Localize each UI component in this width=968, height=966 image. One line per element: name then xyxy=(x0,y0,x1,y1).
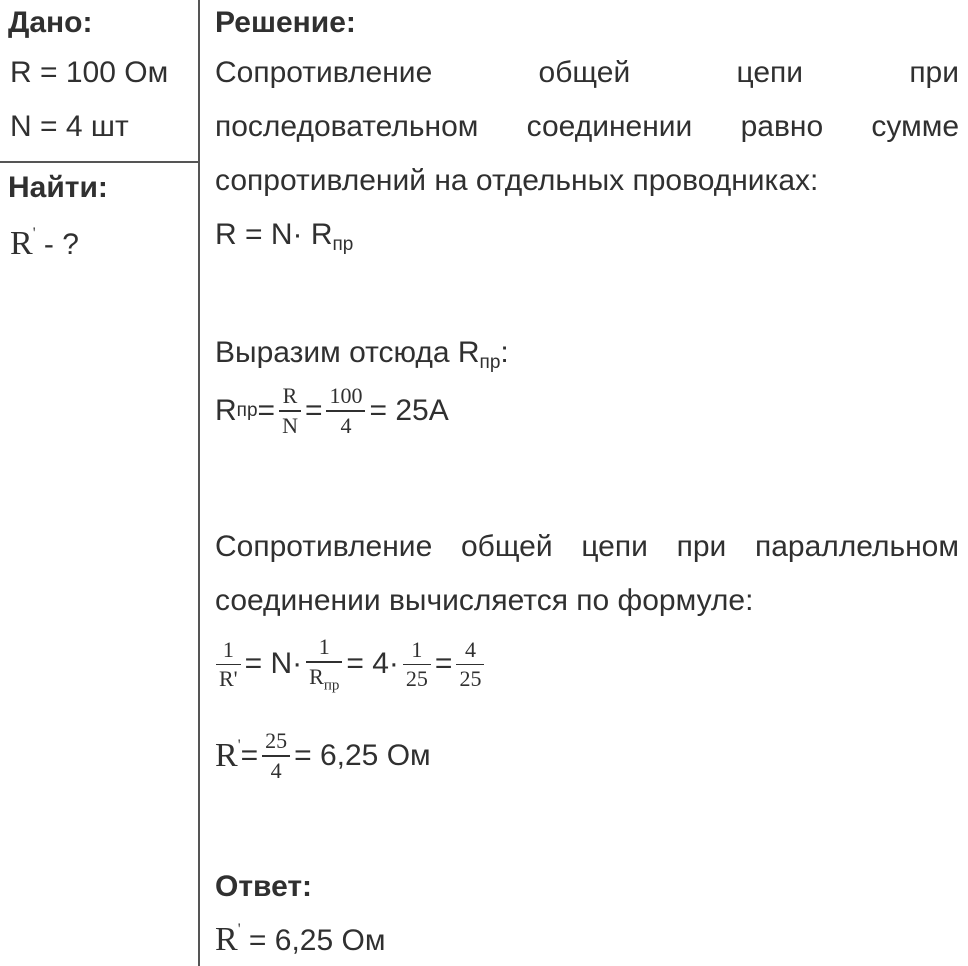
paragraph2-end: : xyxy=(500,336,509,369)
fraction-den: R' xyxy=(219,666,238,692)
fraction-1-rpr xyxy=(306,636,342,693)
paragraph2-sub: пр xyxy=(479,352,501,373)
paragraph1-line3: сопротивлений на отдельных проводниках: xyxy=(215,164,819,197)
paragraph1-line2 xyxy=(215,112,959,142)
fraction-den: 4 xyxy=(270,757,282,783)
word: последовательном xyxy=(215,110,479,143)
find-r: R xyxy=(10,225,33,262)
formula-series-sub: пр xyxy=(332,234,354,255)
fraction-den: N xyxy=(282,412,298,438)
formula-parallel-eq3: = xyxy=(434,647,453,681)
solution-title: Решение: xyxy=(215,6,356,39)
fraction-num: 1 xyxy=(318,634,330,659)
fraction-r-n xyxy=(279,385,301,437)
formula-rprime-result: = 6,25 Ом xyxy=(294,738,431,772)
word: общей xyxy=(538,56,631,89)
word: соединении xyxy=(526,110,693,143)
formula-rpr xyxy=(215,385,449,437)
fraction-num: R xyxy=(282,383,298,408)
formula-parallel-eq2: = 4· xyxy=(346,647,399,681)
find-unknown xyxy=(10,226,79,261)
given-count: N = 4 шт xyxy=(10,110,129,143)
word: при xyxy=(676,530,727,563)
fraction-25-4 xyxy=(262,730,290,782)
fraction-den: 4 xyxy=(340,412,352,438)
answer-result: = 6,25 Ом xyxy=(248,924,386,957)
fraction-num: 1 xyxy=(222,636,234,662)
paragraph2 xyxy=(215,338,509,372)
word: при xyxy=(909,56,959,89)
find-question: - ? xyxy=(43,228,79,261)
formula-rpr-r: R xyxy=(215,393,237,427)
fraction-4-25 xyxy=(456,636,484,692)
given-title: Дано: xyxy=(8,6,93,39)
word: параллельном xyxy=(754,530,959,563)
find-prime: ' xyxy=(32,225,36,242)
paragraph3-line2: соединении вычисляется по формуле: xyxy=(215,584,754,617)
formula-series xyxy=(215,220,353,254)
answer-r-prime: ' xyxy=(237,921,241,938)
formula-rpr-result: = 25А xyxy=(369,393,449,427)
formula-rprime xyxy=(215,730,431,782)
fraction-den-sub: пр xyxy=(323,676,340,693)
formula-parallel-eq1: = N· xyxy=(244,647,303,681)
formula-rprime-eq: = xyxy=(240,738,259,772)
formula-rpr-eq2: = xyxy=(304,393,323,427)
word: цепи xyxy=(736,56,804,89)
paragraph2-text: Выразим отсюда R xyxy=(215,336,480,369)
fraction-num: 1 xyxy=(411,636,423,662)
word: равно xyxy=(740,110,824,143)
column-divider xyxy=(198,0,200,966)
formula-rprime-r xyxy=(215,737,241,775)
fraction-num: 25 xyxy=(265,728,288,753)
formula-rpr-sub: пр xyxy=(236,399,258,421)
fraction-1-25 xyxy=(403,636,431,692)
answer-title: Ответ: xyxy=(215,870,313,903)
fraction-den xyxy=(306,663,342,693)
word: Сопротивление xyxy=(215,530,433,563)
given-resistance: R = 100 Ом xyxy=(10,56,169,89)
rprime-mark: ' xyxy=(237,736,241,754)
fraction-100-4 xyxy=(326,385,365,437)
word: цепи xyxy=(581,530,648,563)
fraction-den-r: R xyxy=(309,663,324,689)
fraction-den: 25 xyxy=(459,666,482,692)
formula-series-lhs: R = N· R xyxy=(215,218,333,251)
answer-value xyxy=(215,922,385,957)
word: общей xyxy=(460,530,553,563)
fraction-1-rprime xyxy=(216,636,241,692)
fraction-den: 25 xyxy=(405,666,428,692)
word: сумме xyxy=(871,110,960,143)
fraction-num: 4 xyxy=(464,636,476,662)
paragraph3-line1 xyxy=(215,532,959,562)
given-find-divider xyxy=(0,161,198,163)
formula-parallel xyxy=(212,636,488,693)
rprime-letter: R xyxy=(215,736,238,774)
paragraph1-line1 xyxy=(215,58,959,88)
answer-r-letter: R xyxy=(215,921,238,958)
word: Сопротивление xyxy=(215,56,433,89)
answer-r xyxy=(215,921,241,958)
formula-rpr-eq: = xyxy=(257,393,276,427)
find-title: Найти: xyxy=(8,171,108,204)
fraction-num: 100 xyxy=(329,383,363,408)
